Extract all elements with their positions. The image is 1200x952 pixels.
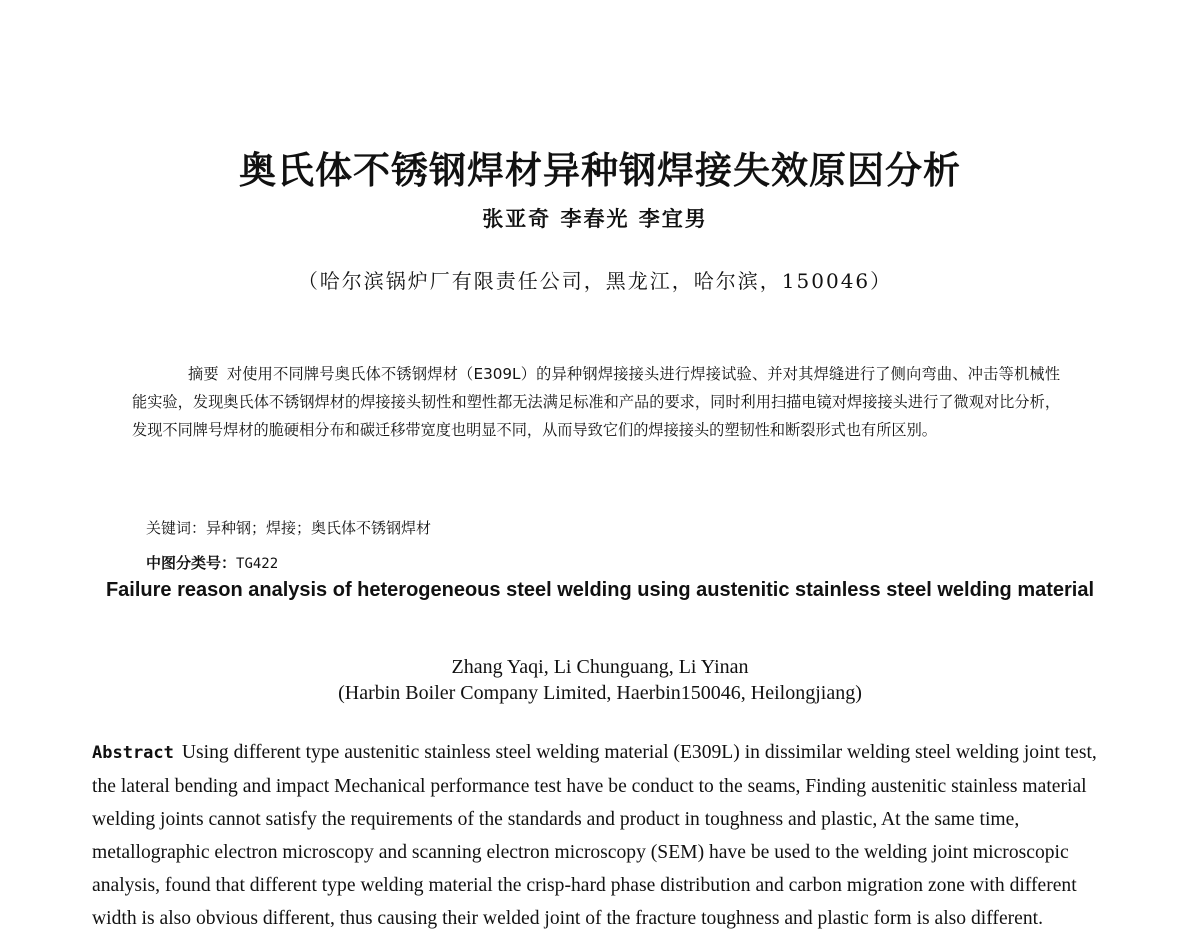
english-abstract xyxy=(92,736,1108,935)
chinese-keywords-text: 异种钢；焊接；奥氏体不锈钢焊材 xyxy=(206,519,432,537)
english-title: Failure reason analysis of heterogeneous steel welding using austenitic stainless steel welding material xyxy=(105,579,1095,601)
classification-code: TG422 xyxy=(236,556,279,572)
english-affiliation: (Harbin Boiler Company Limited, Haerbin150046, Heilongjiang) xyxy=(338,682,862,704)
chinese-abstract-text: 对使用不同牌号奥氏体不锈钢焊材（E309L）的异种钢焊接接头进行焊接试验、并对其焊缝进行了侧向弯曲、冲击等机械性能实验，发现奥氏体不锈钢焊材的焊接接头韧性和塑性都无法满足标准和产品的要求，同时利用扫描电镜对焊接接头进行了微观对比分析，发现不同牌号焊材的脆硬相分布和碳迁移带宽度也明显不同，从而导致它们的焊接接头的塑韧性和断裂形式也有所区别。 xyxy=(132,365,1061,439)
classification-label: 中图分类号： xyxy=(146,554,237,572)
chinese-abstract xyxy=(132,360,1060,444)
chinese-affiliation: （哈尔滨锅炉厂有限责任公司，黑龙江，哈尔滨，150046） xyxy=(297,269,893,293)
chinese-keywords xyxy=(146,517,431,538)
chinese-title: 奥氏体不锈钢焊材异种钢焊接失效原因分析 xyxy=(239,149,961,192)
classification-number xyxy=(146,552,278,573)
english-abstract-text: Using different type austenitic stainless steel welding material (E309L) in dissimilar welding steel welding joint test, the lateral bending and impact Mechanical performance test have be conduct to the seams, Finding austenitic stainless material welding joints cannot satisfy the requirements of the standards and product in toughness and plastic, At the same time, metallographic electron microscopy and scanning electron microscopy (SEM) have be used to the welding joint microscopic analysis, found that different type welding material the crisp-hard phase distribution and carbon migration zone with different width is also obvious different, thus causing their welded joint of the fracture toughness and plastic form is also different. xyxy=(92,742,1097,929)
chinese-keywords-label: 关键词： xyxy=(146,519,207,537)
english-authors: Zhang Yaqi, Li Chunguang, Li Yinan xyxy=(451,656,749,678)
chinese-abstract-label: 摘要 xyxy=(188,365,219,383)
english-abstract-label: Abstract xyxy=(92,743,174,763)
chinese-authors: 张亚奇 李春光 李宜男 xyxy=(482,206,708,231)
